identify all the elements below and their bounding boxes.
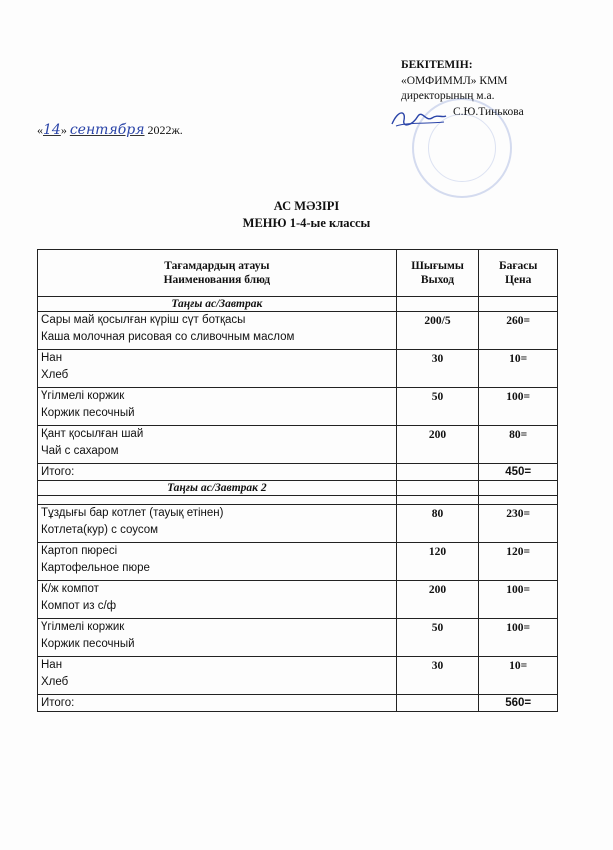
total-row: Итого: 450= xyxy=(38,464,558,481)
header-name: Тағамдардың атауы Наименования блюд xyxy=(38,250,397,297)
table-row: Картоп пюресі Картофельное пюре 120 120= xyxy=(38,543,558,581)
header-row xyxy=(38,250,558,297)
table-row: Қант қосылған шай Чай с сахаром 200 80= xyxy=(38,426,558,464)
date-year: 2022ж. xyxy=(147,123,183,137)
menu-table xyxy=(37,249,558,712)
table-row: Тұздығы бар котлет (тауық етінен) Котлета(кур) с соусом 80 230= xyxy=(38,505,558,543)
title-line-ru: МЕНЮ 1-4-ые классы xyxy=(242,216,371,230)
signature xyxy=(388,106,448,132)
section-row xyxy=(38,481,558,496)
document-date xyxy=(37,122,183,138)
date-month: сентября xyxy=(69,122,145,138)
table-row: Сары май қосылған күріш сүт ботқасы Каша молочная рисовая со сливочным маслом 200/5 260= xyxy=(38,312,558,350)
table-row: Нан Хлеб 30 10= xyxy=(38,350,558,388)
table-row: К/ж компот Компот из с/ф 200 100= xyxy=(38,581,558,619)
approval-signer: С.Ю.Тинькова xyxy=(453,105,524,118)
date-open-quote: « xyxy=(37,123,43,137)
total-row: Итого: 560= xyxy=(38,695,558,712)
table-row: Үгілмелі коржик Коржик песочный 50 100= xyxy=(38,619,558,657)
table-row: Нан Хлеб 30 10= xyxy=(38,657,558,695)
title-line-kz: АС МӘЗІРІ xyxy=(273,199,340,213)
approval-org: «ОМФИММЛ» КММ xyxy=(401,74,508,87)
header-price: Бағасы Цена xyxy=(479,250,558,297)
header-yield: Шығымы Выход xyxy=(396,250,479,297)
date-close-quote: » xyxy=(60,123,67,137)
date-day: 14 xyxy=(43,122,61,138)
spacer-row xyxy=(38,496,558,505)
section-label: Таңғы ас/Завтрак xyxy=(38,297,397,312)
approval-role: директорының м.а. xyxy=(401,90,495,102)
section-label: Таңғы ас/Завтрак 2 xyxy=(38,481,397,496)
page-title xyxy=(0,198,613,232)
approval-title: БЕКІТЕМІН: xyxy=(401,59,473,71)
table-row: Үгілмелі коржик Коржик песочный 50 100= xyxy=(38,388,558,426)
section-row xyxy=(38,297,558,312)
